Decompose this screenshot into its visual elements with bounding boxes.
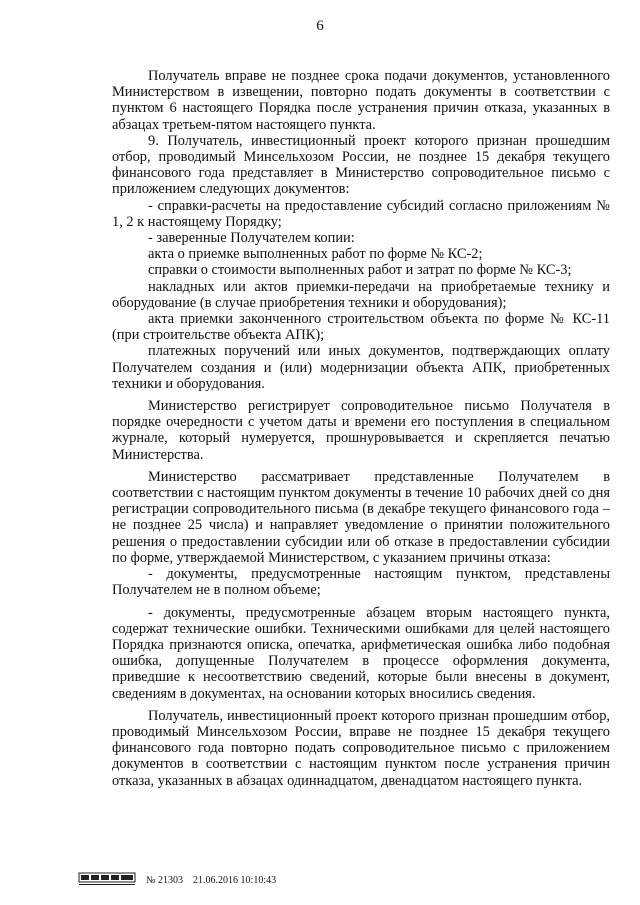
page-number: 6 bbox=[316, 18, 324, 34]
document-footer bbox=[78, 870, 276, 886]
paragraph-registration: Министерство регистрирует сопроводительное письмо Получателя в порядке очередности с учетом даты и времени его поступления в специальном журнале, который нумеруется, прошнуровывается и скрепляется печатью Министерства. bbox=[112, 398, 610, 463]
paragraph-technical-errors: - документы, предусмотренные абзацем вторым настоящего пункта, содержат технические ошибки. Техническими ошибками для целей настоящего Порядка признаются описка, опечатка, арифметическая ошибка либо подобная ошибка, допущенные Получателем в процессе оформления документа, приведшие к несоответствию сведений, которые были внесены в документ, сведениям в документах, на основании которых вносились сведения. bbox=[112, 604, 610, 702]
paragraph-ks11: акта приемки законченного строительством объекта по форме № КС-11 (при строительстве объекта АПК); bbox=[112, 311, 610, 344]
doc-registry-number: № 21303 bbox=[146, 875, 184, 886]
paragraph-invoices: накладных или актов приемки-передачи на приобретаемые технику и оборудование (в случае приобретения техники и оборудования); bbox=[112, 278, 610, 311]
paragraph-incomplete: - документы, предусмотренные настоящим пунктом, представлены Получателем не в полном объеме; bbox=[112, 566, 610, 599]
doc-timestamp: 21.06.2016 10:10:43 bbox=[193, 875, 277, 886]
paragraph-payment-orders: платежных поручений или иных документов, подтверждающих оплату Получателем создания и (или) модернизации объекта АПК, приобретенных техники и оборудования. bbox=[112, 343, 610, 392]
paragraph-calc-certificates: - справки-расчеты на предоставление субсидий согласно приложениям № 1, 2 к настоящему Порядку; bbox=[112, 197, 610, 230]
paragraph-resubmission-letter: Получатель, инвестиционный проект которого признан прошедшим отбор, проводимый Минсельхозом России, вправе не позднее 15 декабря текущего финансового года повторно подать сопроводительное письмо с приложением документов в соответствии с настоящим пунктом после устранения причин отказа, указанных в абзацах одиннадцатом, двенадцатом настоящего пункта. bbox=[112, 707, 610, 789]
paragraph-resubmission: Получатель вправе не позднее срока подачи документов, установленного Министерством в извещении, повторно подать документы в соответствии с пунктом 6 настоящего Порядка после устранения причин отказа, указанных в абзацах третьем-пятом настоящего пункта. bbox=[112, 68, 610, 133]
paragraph-item-9: 9. Получатель, инвестиционный проект которого признан прошедшим отбор, проводимый Минсельхозом России, не позднее 15 декабря текущего финансового года представляет в Министерство сопроводительное письмо с приложением следующих документов: bbox=[112, 132, 610, 198]
paragraph-certified-copies: - заверенные Получателем копии: bbox=[148, 230, 355, 247]
registry-logo-icon bbox=[78, 870, 136, 886]
paragraph-ks3: справки о стоимости выполненных работ и затрат по форме № КС-3; bbox=[148, 262, 572, 279]
paragraph-review: Министерство рассматривает представленные Получателем в соответствии с настоящим пунктом документы в течение 10 рабочих дней со дня регистрации сопроводительного письма (в декабре текущего финансового года – не позднее 25 числа) и направляет уведомление о принятии положительного решения о предоставлении субсидии или об отказе в предоставлении субсидии по форме, утверждаемой Министерством, с указанием причины отказа: bbox=[112, 468, 610, 566]
document-body bbox=[112, 68, 610, 789]
paragraph-ks2: акта о приемке выполненных работ по форме № КС-2; bbox=[148, 246, 483, 263]
